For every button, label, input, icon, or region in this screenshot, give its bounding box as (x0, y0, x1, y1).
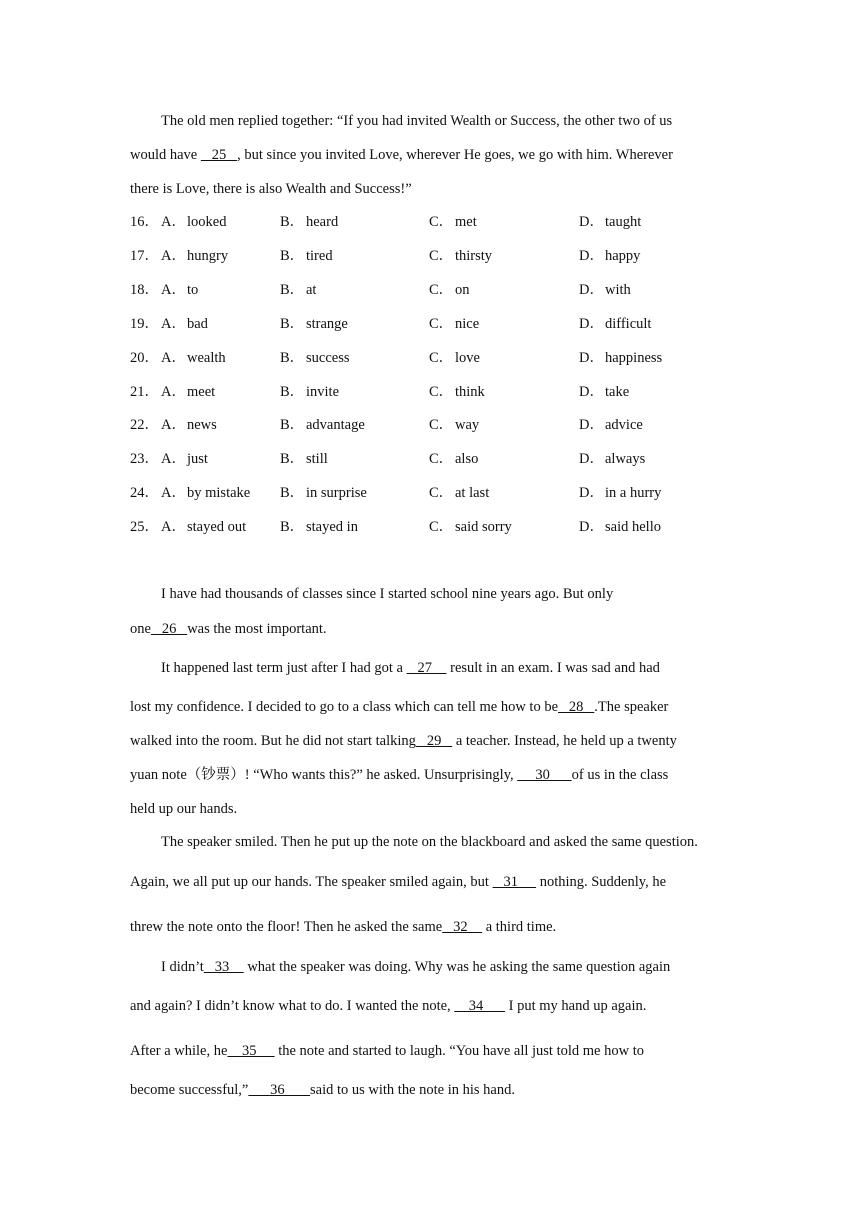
option-d (579, 415, 643, 435)
option-letter: D． (579, 384, 604, 400)
option-c (429, 280, 470, 300)
blank-25: 25 (200, 147, 238, 163)
option-letter: B． (280, 384, 305, 400)
passage2-line-14 (130, 1080, 515, 1100)
option-text: difficult (605, 316, 652, 332)
blank-28: 28 (558, 699, 595, 715)
blank-34: 34 (454, 998, 506, 1014)
text: I have had thousands of classes since I started school nine years ago. But only (161, 586, 614, 602)
text: was the most important. (187, 621, 327, 637)
text: nothing. Suddenly, he (536, 874, 667, 890)
option-letter: D． (579, 248, 604, 264)
option-letter: B． (280, 519, 305, 535)
option-a (161, 348, 226, 368)
option-text: wealth (187, 350, 226, 366)
option-c (429, 212, 477, 232)
passage2-line-1 (161, 584, 613, 604)
passage2-line-8 (161, 832, 698, 852)
option-letter: A． (161, 214, 186, 230)
option-text: thirsty (455, 248, 493, 264)
option-text: by mistake (187, 485, 251, 501)
option-letter: C． (429, 248, 454, 264)
text: what the speaker was doing. Why was he asking the same question again (243, 959, 671, 975)
passage1-line-1 (161, 111, 672, 131)
text: I put my hand up again. (505, 998, 647, 1014)
option-letter: B． (280, 316, 305, 332)
option-letter: D． (579, 282, 604, 298)
text: become successful,” (130, 1082, 249, 1098)
text: The old men replied together: “If you had invited Wealth or Success, the other two of us (161, 113, 673, 129)
option-a (161, 483, 250, 503)
option-text: success (306, 350, 350, 366)
passage2-line-5 (130, 731, 677, 751)
option-text: bad (187, 316, 208, 332)
option-letter: B． (280, 451, 305, 467)
option-c (429, 483, 489, 503)
option-letter: B． (280, 282, 305, 298)
blank-33: 33 (203, 959, 244, 975)
option-d (579, 348, 662, 368)
option-text: happy (605, 248, 641, 264)
text: result in an exam. I was sad and had (446, 660, 660, 676)
option-c (429, 415, 479, 435)
blank-26: 26 (150, 621, 188, 637)
option-d (579, 449, 645, 469)
passage2-line-12 (130, 996, 646, 1016)
option-letter: B． (280, 214, 305, 230)
passage2-line-13 (130, 1041, 644, 1061)
text: there is Love, there is also Wealth and Success!” (130, 181, 412, 197)
option-letter: B． (280, 485, 305, 501)
option-c (429, 449, 478, 469)
option-text: just (187, 451, 208, 467)
text: threw the note onto the floor! Then he asked the same (130, 919, 443, 935)
option-letter: C． (429, 451, 454, 467)
option-letter: D． (579, 417, 604, 433)
option-letter: D． (579, 519, 604, 535)
option-letter: A． (161, 485, 186, 501)
option-b (280, 246, 333, 266)
option-letter: A． (161, 451, 186, 467)
text: lost my confidence. I decided to go to a class which can tell me how to be (130, 699, 559, 715)
passage2-line-4 (130, 697, 668, 717)
option-text: stayed in (306, 519, 358, 535)
question-number: 20． (130, 350, 159, 366)
option-d (579, 212, 641, 232)
option-text: invite (306, 384, 340, 400)
option-text: tired (306, 248, 333, 264)
option-d (579, 314, 651, 334)
option-letter: A． (161, 350, 186, 366)
option-text: love (455, 350, 480, 366)
option-text: news (187, 417, 217, 433)
text: walked into the room. But he did not start talking (130, 733, 416, 749)
option-b (280, 449, 328, 469)
option-b (280, 212, 338, 232)
option-text: hungry (187, 248, 229, 264)
option-a (161, 517, 246, 537)
passage2-line-7 (130, 799, 237, 819)
option-b (280, 314, 348, 334)
option-text: said sorry (455, 519, 512, 535)
option-letter: C． (429, 417, 454, 433)
option-letter: A． (161, 248, 186, 264)
text: a third time. (482, 919, 557, 935)
option-text: stayed out (187, 519, 247, 535)
option-text: advantage (306, 417, 365, 433)
question-number: 22． (130, 417, 159, 433)
option-text: nice (455, 316, 480, 332)
option-b (280, 415, 365, 435)
option-a (161, 246, 228, 266)
question-number: 18． (130, 282, 159, 298)
option-letter: A． (161, 384, 186, 400)
option-text: way (455, 417, 480, 433)
option-text: taught (605, 214, 642, 230)
text: would have (130, 147, 201, 163)
option-b (280, 483, 367, 503)
blank-36: 36 (248, 1082, 310, 1098)
option-d (579, 382, 629, 402)
option-letter: C． (429, 282, 454, 298)
option-text: to (187, 282, 199, 298)
text: Again, we all put up our hands. The speaker smiled again, but (130, 874, 493, 890)
option-letter: D． (579, 316, 604, 332)
blank-27: 27 (406, 660, 447, 676)
text: , but since you invited Love, wherever He goes, we go with him. Wherever (237, 147, 673, 163)
option-b (280, 517, 358, 537)
text: a teacher. Instead, he held up a twenty (452, 733, 677, 749)
option-letter: B． (280, 248, 305, 264)
text: yuan note（钞票）! “Who wants this?” he asked. Unsurprisingly, (130, 767, 518, 783)
blank-32: 32 (442, 919, 483, 935)
passage2-line-10 (130, 917, 556, 937)
text: held up our hands. (130, 801, 238, 817)
passage2-line-9 (130, 872, 666, 892)
passage2-line-6 (130, 765, 668, 785)
option-text: heard (306, 214, 339, 230)
option-b (280, 280, 316, 300)
option-text: always (605, 451, 646, 467)
option-a (161, 212, 226, 232)
blank-31: 31 (492, 874, 537, 890)
option-d (579, 483, 661, 503)
option-letter: C． (429, 384, 454, 400)
question-number: 25． (130, 519, 159, 535)
question-number: 17． (130, 248, 159, 264)
option-text: met (455, 214, 477, 230)
text: I didn’t (161, 959, 204, 975)
option-letter: D． (579, 214, 604, 230)
option-letter: A． (161, 417, 186, 433)
option-text: think (455, 384, 485, 400)
text: of us in the class (571, 767, 669, 783)
option-b (280, 382, 339, 402)
option-letter: A． (161, 519, 186, 535)
question-number: 23． (130, 451, 159, 467)
option-letter: A． (161, 316, 186, 332)
option-letter: A． (161, 282, 186, 298)
question-number: 19． (130, 316, 159, 332)
option-letter: C． (429, 214, 454, 230)
option-letter: C． (429, 316, 454, 332)
text: After a while, he (130, 1043, 228, 1059)
option-text: meet (187, 384, 216, 400)
option-text: said hello (605, 519, 661, 535)
option-a (161, 449, 208, 469)
option-text: on (455, 282, 470, 298)
option-text: in surprise (306, 485, 367, 501)
option-b (280, 348, 350, 368)
option-text: in a hurry (605, 485, 662, 501)
option-text: looked (187, 214, 227, 230)
blank-30: 30 (517, 767, 572, 783)
option-letter: C． (429, 519, 454, 535)
option-a (161, 382, 215, 402)
option-text: advice (605, 417, 643, 433)
question-number: 16． (130, 214, 159, 230)
option-text: strange (306, 316, 348, 332)
option-text: at (306, 282, 317, 298)
option-letter: B． (280, 417, 305, 433)
blank-35: 35 (227, 1043, 275, 1059)
option-letter: D． (579, 485, 604, 501)
passage2-line-2 (130, 619, 327, 639)
option-c (429, 517, 512, 537)
passage1-line-2 (130, 145, 673, 165)
option-text: happiness (605, 350, 663, 366)
option-d (579, 246, 640, 266)
option-letter: D． (579, 451, 604, 467)
option-c (429, 314, 479, 334)
option-text: with (605, 282, 631, 298)
option-letter: B． (280, 350, 305, 366)
blank-29: 29 (415, 733, 453, 749)
text: one (130, 621, 151, 637)
question-number: 21． (130, 384, 159, 400)
text: The speaker smiled. Then he put up the note on the blackboard and asked the same question. (161, 834, 698, 850)
text: It happened last term just after I had got a (161, 660, 407, 676)
option-c (429, 348, 480, 368)
text: the note and started to laugh. “You have all just told me how to (274, 1043, 644, 1059)
question-number: 24． (130, 485, 159, 501)
option-a (161, 280, 198, 300)
passage1-line-3 (130, 179, 412, 199)
option-a (161, 314, 208, 334)
passage2-line-11 (161, 957, 670, 977)
option-d (579, 280, 631, 300)
option-letter: C． (429, 485, 454, 501)
option-c (429, 246, 492, 266)
text: said to us with the note in his hand. (310, 1082, 515, 1098)
option-text: take (605, 384, 630, 400)
passage2-line-3 (161, 658, 660, 678)
option-letter: D． (579, 350, 604, 366)
option-d (579, 517, 661, 537)
option-text: also (455, 451, 479, 467)
option-text: at last (455, 485, 490, 501)
option-c (429, 382, 485, 402)
option-letter: C． (429, 350, 454, 366)
option-a (161, 415, 217, 435)
text: .The speaker (594, 699, 669, 715)
text: and again? I didn’t know what to do. I wanted the note, (130, 998, 455, 1014)
option-text: still (306, 451, 328, 467)
